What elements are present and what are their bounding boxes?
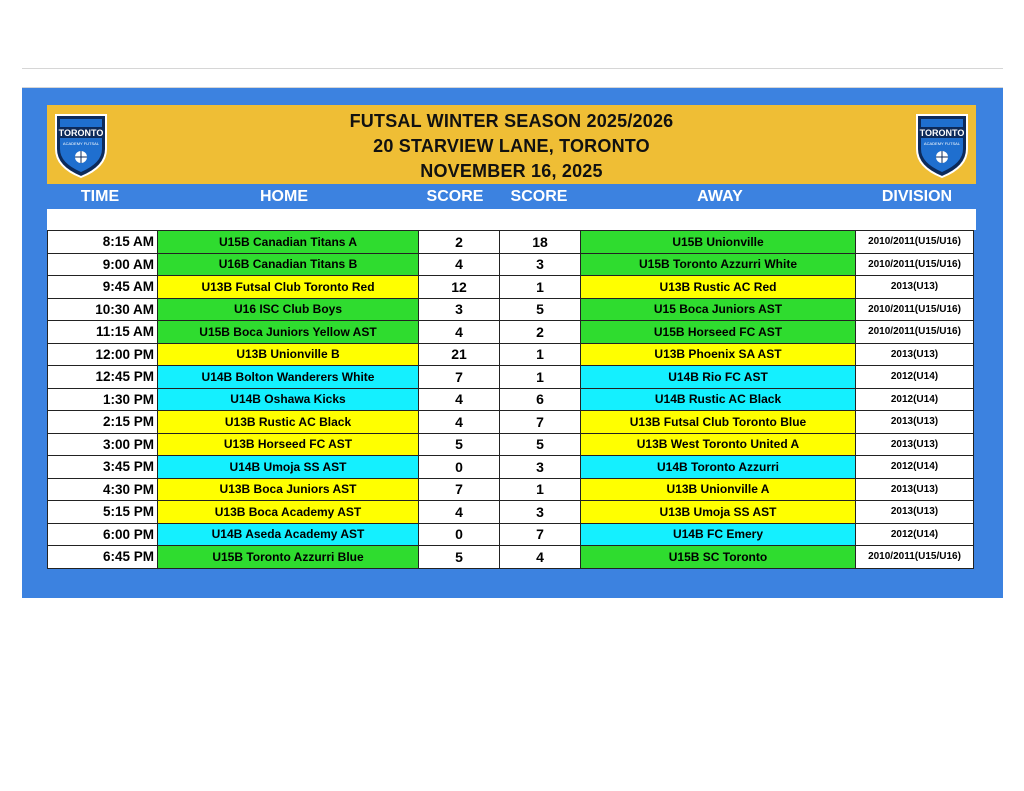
cell-time: 5:15 PM: [48, 501, 158, 524]
table-row: [48, 433, 974, 456]
cell-home-team: U16B Canadian Titans B: [158, 253, 419, 276]
title-season: FUTSAL WINTER SEASON 2025/2026: [349, 111, 674, 131]
cell-division: 2012(U14): [856, 523, 974, 546]
cell-division: 2013(U13): [856, 433, 974, 456]
cell-away-score: 1: [500, 343, 581, 366]
cell-time: 6:00 PM: [48, 523, 158, 546]
cell-time: 1:30 PM: [48, 388, 158, 411]
cell-division: 2012(U14): [856, 388, 974, 411]
cell-home-team: U13B Boca Academy AST: [158, 501, 419, 524]
table-row: [48, 366, 974, 389]
cell-home-score: 0: [419, 523, 500, 546]
cell-home-team: U15B Toronto Azzurri Blue: [158, 546, 419, 569]
cell-away-score: 1: [500, 276, 581, 299]
table-row: [48, 411, 974, 434]
cell-away-score: 6: [500, 388, 581, 411]
table-row: [48, 456, 974, 479]
cell-home-score: 4: [419, 388, 500, 411]
cell-home-team: U15B Boca Juniors Yellow AST: [158, 321, 419, 344]
cell-home-team: U16 ISC Club Boys: [158, 298, 419, 321]
cell-away-score: 4: [500, 546, 581, 569]
cell-away-team: U13B Futsal Club Toronto Blue: [581, 411, 856, 434]
schedule-header: [47, 105, 976, 184]
cell-division: 2010/2011(U15/U16): [856, 546, 974, 569]
cell-home-score: 4: [419, 411, 500, 434]
games-table: [47, 230, 974, 569]
cell-home-score: 4: [419, 321, 500, 344]
cell-away-score: 3: [500, 456, 581, 479]
cell-away-team: U13B Rustic AC Red: [581, 276, 856, 299]
table-row: [48, 343, 974, 366]
cell-division: 2013(U13): [856, 276, 974, 299]
cell-home-score: 4: [419, 501, 500, 524]
cell-time: 12:45 PM: [48, 366, 158, 389]
table-row: [48, 546, 974, 569]
title-date: NOVEMBER 16, 2025: [420, 161, 603, 181]
cell-away-score: 1: [500, 366, 581, 389]
column-header-division: DIVISION: [881, 188, 953, 205]
table-row: [48, 231, 974, 254]
column-header-away: AWAY: [697, 188, 743, 205]
cell-division: 2010/2011(U15/U16): [856, 321, 974, 344]
cell-time: 9:00 AM: [48, 253, 158, 276]
cell-home-team: U13B Rustic AC Black: [158, 411, 419, 434]
table-row: [48, 388, 974, 411]
table-row: [48, 501, 974, 524]
cell-away-team: U14B Rustic AC Black: [581, 388, 856, 411]
cell-away-team: U14B FC Emery: [581, 523, 856, 546]
toronto-logo-icon: [913, 109, 971, 179]
cell-home-team: U14B Umoja SS AST: [158, 456, 419, 479]
table-row: [48, 523, 974, 546]
column-header-home: HOME: [260, 188, 308, 205]
table-row: [48, 478, 974, 501]
cell-away-team: U13B Unionville A: [581, 478, 856, 501]
cell-home-team: U14B Aseda Academy AST: [158, 523, 419, 546]
table-row: [48, 298, 974, 321]
cell-away-score: 5: [500, 433, 581, 456]
cell-away-score: 3: [500, 501, 581, 524]
cell-home-team: U14B Bolton Wanderers White: [158, 366, 419, 389]
cell-home-score: 5: [419, 546, 500, 569]
cell-away-team: U13B Umoja SS AST: [581, 501, 856, 524]
footer-band: [22, 581, 1003, 598]
cell-home-team: U14B Oshawa Kicks: [158, 388, 419, 411]
column-header-time: TIME: [80, 188, 120, 205]
table-row: [48, 321, 974, 344]
table-row: [48, 276, 974, 299]
cell-away-team: U15B Horseed FC AST: [581, 321, 856, 344]
cell-home-team: U13B Futsal Club Toronto Red: [158, 276, 419, 299]
cell-home-team: U15B Canadian Titans A: [158, 231, 419, 254]
cell-away-score: 7: [500, 411, 581, 434]
cell-away-team: U15B SC Toronto: [581, 546, 856, 569]
cell-home-score: 7: [419, 478, 500, 501]
logo-subtext: ACADEMY FUTSAL: [923, 141, 961, 146]
cell-time: 9:45 AM: [48, 276, 158, 299]
cell-division: 2012(U14): [856, 366, 974, 389]
cell-time: 4:30 PM: [48, 478, 158, 501]
cell-time: 11:15 AM: [48, 321, 158, 344]
cell-division: 2010/2011(U15/U16): [856, 298, 974, 321]
logo-subtext: ACADEMY FUTSAL: [62, 141, 100, 146]
cell-home-score: 4: [419, 253, 500, 276]
cell-division: 2013(U13): [856, 411, 974, 434]
column-header-score-away: SCORE: [510, 188, 568, 205]
cell-time: 6:45 PM: [48, 546, 158, 569]
cell-away-team: U15 Boca Juniors AST: [581, 298, 856, 321]
cell-home-score: 7: [419, 366, 500, 389]
cell-time: 10:30 AM: [48, 298, 158, 321]
logo-text: TORONTO: [58, 128, 104, 138]
cell-away-team: U13B West Toronto United A: [581, 433, 856, 456]
cell-division: 2012(U14): [856, 456, 974, 479]
cell-home-score: 2: [419, 231, 500, 254]
cell-home-score: 5: [419, 433, 500, 456]
logo-text: TORONTO: [919, 128, 965, 138]
cell-away-score: 1: [500, 478, 581, 501]
cell-division: 2013(U13): [856, 501, 974, 524]
cell-home-team: U13B Unionville B: [158, 343, 419, 366]
cell-away-team: U15B Unionville: [581, 231, 856, 254]
title-venue: 20 STARVIEW LANE, TORONTO: [373, 136, 650, 156]
cell-time: 12:00 PM: [48, 343, 158, 366]
cell-home-score: 0: [419, 456, 500, 479]
cell-home-score: 12: [419, 276, 500, 299]
cell-division: 2013(U13): [856, 343, 974, 366]
cell-away-score: 7: [500, 523, 581, 546]
cell-time: 3:45 PM: [48, 456, 158, 479]
blank-row: [47, 209, 976, 230]
cell-away-team: U14B Rio FC AST: [581, 366, 856, 389]
cell-away-team: U15B Toronto Azzurri White: [581, 253, 856, 276]
cell-division: 2010/2011(U15/U16): [856, 231, 974, 254]
cell-away-score: 18: [500, 231, 581, 254]
cell-away-score: 3: [500, 253, 581, 276]
grid-line: [22, 68, 1003, 69]
cell-time: 8:15 AM: [48, 231, 158, 254]
cell-away-team: U14B Toronto Azzurri: [581, 456, 856, 479]
cell-division: 2010/2011(U15/U16): [856, 253, 974, 276]
cell-away-team: U13B Phoenix SA AST: [581, 343, 856, 366]
table-row: [48, 253, 974, 276]
cell-home-score: 21: [419, 343, 500, 366]
cell-time: 2:15 PM: [48, 411, 158, 434]
cell-away-score: 2: [500, 321, 581, 344]
cell-away-score: 5: [500, 298, 581, 321]
cell-home-team: U13B Horseed FC AST: [158, 433, 419, 456]
cell-division: 2013(U13): [856, 478, 974, 501]
column-header-score-home: SCORE: [426, 188, 484, 205]
cell-home-score: 3: [419, 298, 500, 321]
cell-time: 3:00 PM: [48, 433, 158, 456]
cell-home-team: U13B Boca Juniors AST: [158, 478, 419, 501]
